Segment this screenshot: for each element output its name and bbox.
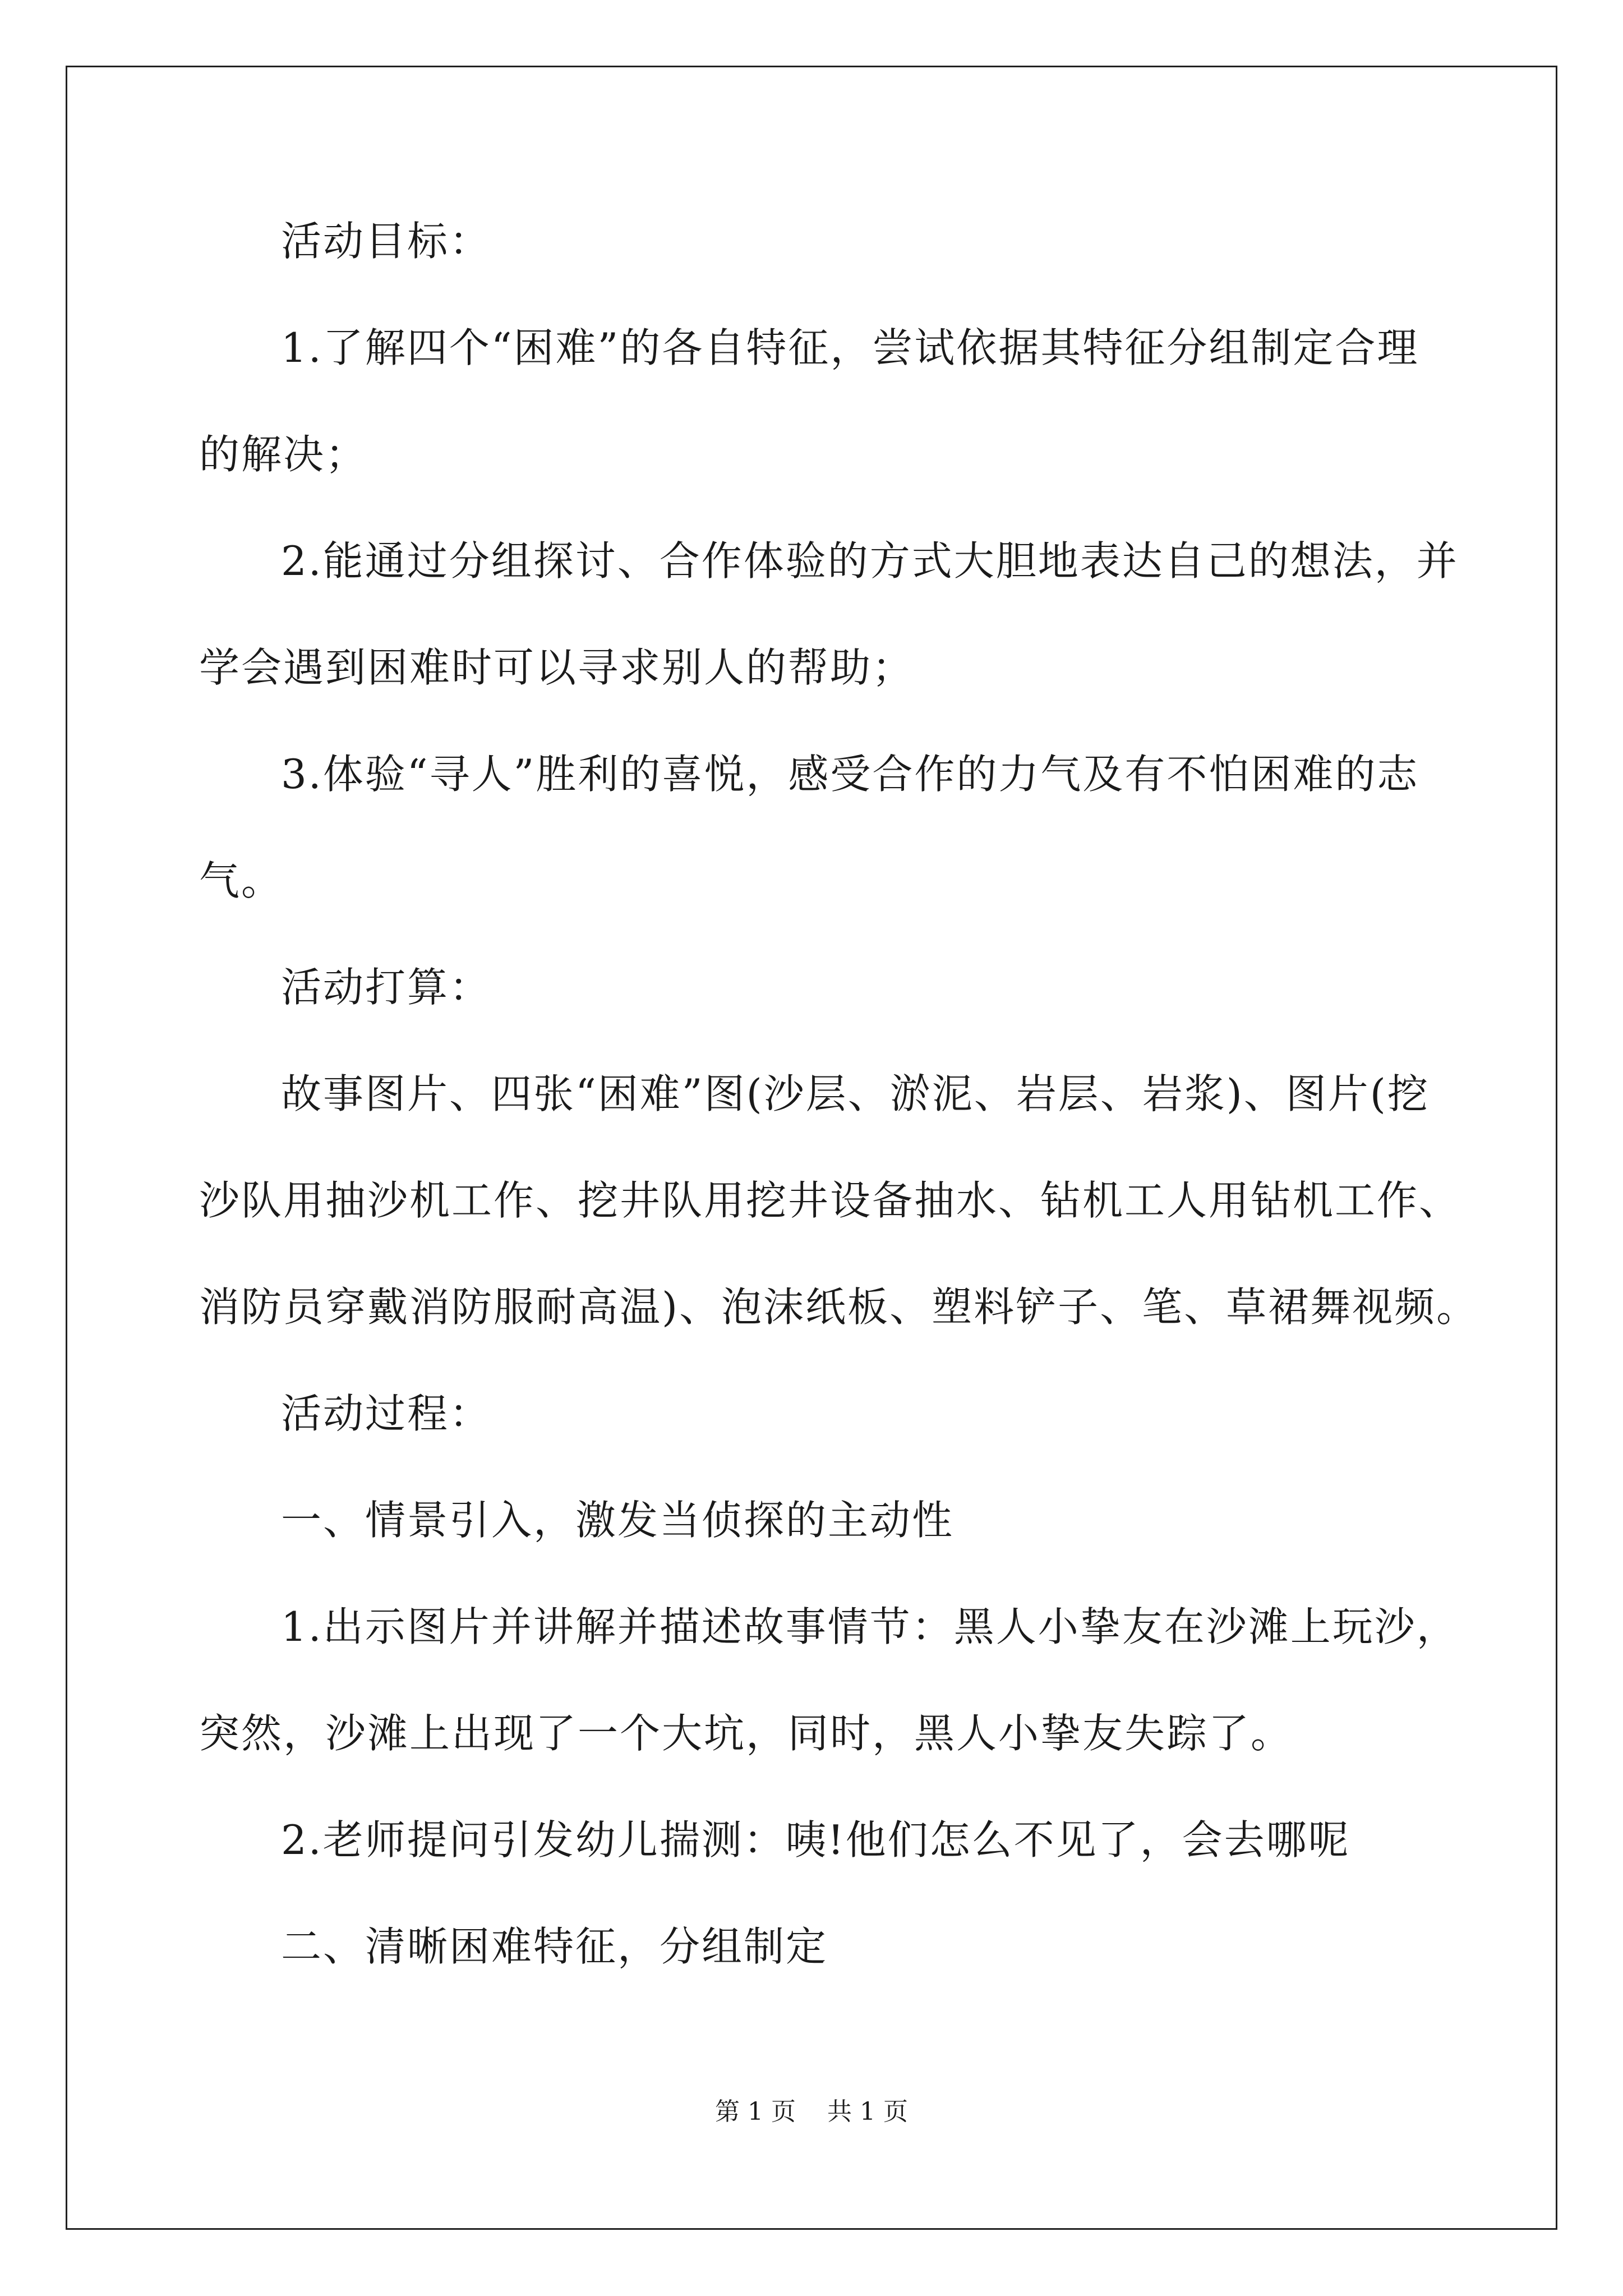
section-heading-2: 二、清晰困难特征，分组制定	[281, 1923, 828, 1970]
section-heading-1: 一、情景引入，激发当侦探的主动性	[281, 1497, 955, 1544]
paragraph-line: 突然，沙滩上出现了一个大坑，同时，黑人小挚友失踪了。	[199, 1710, 1293, 1757]
paragraph-line: 沙队用抽沙机工作、挖井队用挖井设备抽水、钻机工人用钻机工作、	[199, 1177, 1461, 1224]
paragraph-line: 3.体验“寻人”胜利的喜悦，感受合作的力气及有不怕困难的志	[281, 751, 1419, 798]
paragraph-line: 消防员穿戴消防服耐高温)、泡沫纸板、塑料铲子、笔、草裙舞视频。	[199, 1283, 1479, 1331]
paragraph-line: 的解决；	[199, 431, 368, 478]
paragraph-line: 1.了解四个“困难”的各自特征，尝试依据其特征分组制定合理	[281, 324, 1419, 371]
paragraph-line: 故事图片、四张“困难”图(沙层、淤泥、岩层、岩浆)、图片(挖	[281, 1070, 1430, 1117]
paragraph-line: 2.能通过分组探讨、合作体验的方式大胆地表达自己的想法，并	[281, 537, 1459, 585]
heading-activity-process: 活动过程：	[281, 1390, 492, 1437]
heading-activity-goals: 活动目标：	[281, 218, 492, 265]
paragraph-line: 2.老师提问引发幼儿揣测：咦!他们怎么不见了，会去哪呢	[281, 1816, 1350, 1864]
paragraph-line: 学会遇到困难时可以寻求别人的帮助；	[199, 644, 915, 691]
page-number: 第 1 页	[715, 2097, 796, 2126]
page-total: 共 1 页	[827, 2097, 908, 2126]
heading-activity-preparation: 活动打算：	[281, 964, 492, 1011]
paragraph-line: 气。	[199, 857, 284, 904]
page-border	[66, 66, 1557, 2230]
paragraph-line: 1.出示图片并讲解并描述故事情节：黑人小挚友在沙滩上玩沙，	[281, 1603, 1459, 1650]
page-footer	[0, 2095, 1623, 2129]
